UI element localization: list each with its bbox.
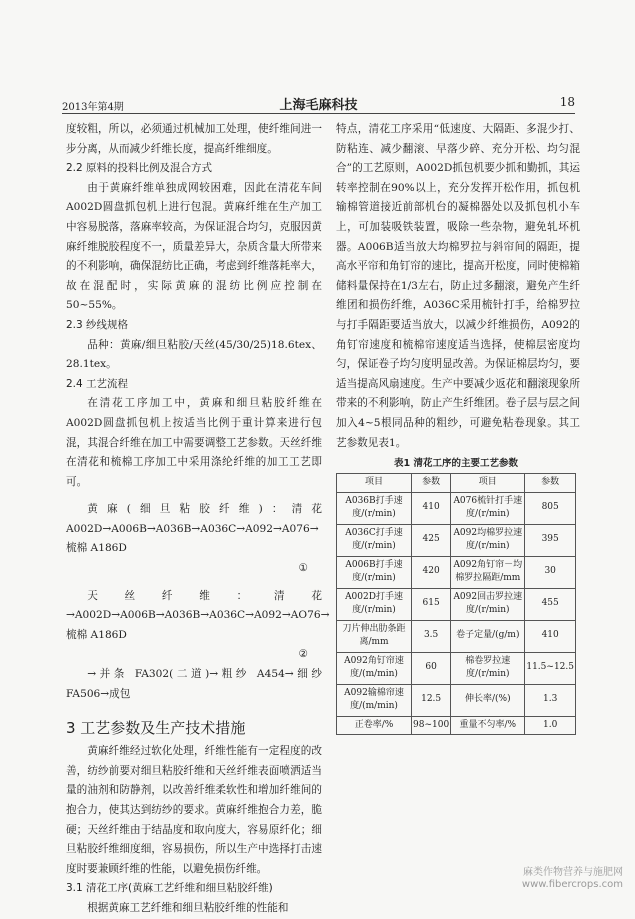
table-cell: 卷子定量/(g/m) xyxy=(451,620,525,652)
table-cell: A092均棉罗拉速度/(r/min) xyxy=(451,524,525,556)
table-cell: 正卷率/% xyxy=(337,716,412,735)
table-cell: 1.3 xyxy=(525,684,576,716)
table-cell: 伸长率/(%) xyxy=(451,684,525,716)
table-cell: 420 xyxy=(412,556,451,588)
table-header-cell: 项目 xyxy=(451,474,525,493)
flow-marker-1: ① xyxy=(298,562,308,575)
process-parameter-table xyxy=(336,455,576,735)
table-cell: 重量不匀率/% xyxy=(451,716,525,735)
table-header-cell: 项目 xyxy=(337,474,412,493)
paragraph: 度较粗，所以，必须通过机械加工处理，使纤维间进一步分离，从而减少纤维长度，提高纤维细度。 xyxy=(66,123,322,155)
table-cell: 60 xyxy=(412,652,451,684)
section-heading-3: 3 工艺参数及生产技术措施 xyxy=(66,719,246,738)
table-cell: 30 xyxy=(525,556,576,588)
table-header-cell: 参数 xyxy=(412,474,451,493)
table-cell: A092角钉帘－均棉罗拉隔距/mm xyxy=(451,556,525,588)
process-flow-line-3: →并条 FA302(二道)→粗纱 A454→细纱 FA506→成包 xyxy=(66,668,322,700)
table-cell: 425 xyxy=(412,524,451,556)
table-cell: 刀片伸出肋条距离/mm xyxy=(337,620,412,652)
table-header-cell: 参数 xyxy=(525,474,576,493)
table-cell: 1.0 xyxy=(525,716,576,735)
left-column xyxy=(66,120,330,919)
table-row xyxy=(337,588,576,620)
journal-title: 上海毛麻科技 xyxy=(279,98,358,113)
table-cell: 410 xyxy=(525,620,576,652)
table-cell: 98~100 xyxy=(412,716,451,735)
table-cell: 615 xyxy=(412,588,451,620)
table-row xyxy=(337,620,576,652)
process-flow xyxy=(66,500,330,704)
paragraph: 品种：黄麻/细旦粘胶/天丝(45/30/25)18.6tex、28.1tex。 xyxy=(66,338,322,371)
table-cell: 805 xyxy=(525,492,576,524)
table-row xyxy=(337,556,576,588)
table-cell: A036C打手速度/(r/min) xyxy=(337,524,412,556)
table-cell: A036B打手速度/(r/min) xyxy=(337,492,412,524)
table-row xyxy=(337,684,576,716)
table-cell: 395 xyxy=(525,524,576,556)
table-caption: 表1 清花工序的主要工艺参数 xyxy=(394,458,518,470)
section-heading-2-4: 2.4 工艺流程 xyxy=(66,377,129,390)
table-cell: A076梳针打手速度/(r/min) xyxy=(451,492,525,524)
table-cell: 12.5 xyxy=(412,684,451,716)
watermark-line-2: www.fibercrops.com xyxy=(521,879,623,890)
table-cell: 410 xyxy=(412,492,451,524)
section-heading-3-1: 3.1 清花工序(黄麻工艺纤维和细旦粘胶纤维) xyxy=(66,882,273,895)
table-row xyxy=(337,716,576,735)
watermark xyxy=(522,867,623,891)
table-cell: A002D打手速度/(r/min) xyxy=(337,588,412,620)
table-cell: A092回击罗拉速度/(r/min) xyxy=(451,588,525,620)
issue-label: 2013年第4期 xyxy=(62,102,124,113)
paragraph: 特点，清花工序采用“低速度、大隔距、多混少打、防粘连、减少翻滚、早落少碎、充分开松、均匀混合”的工艺原则，A002D抓包机要少抓和勤抓，其运转率控制在90%以上，充分发挥开松作用，抓包机输棉管道接近前部机台的凝棉器处以及抓包机小车上，可加装吸铁装置，吸除一些杂物，避免轧坏机器。A006B适当放大均棉罗拉与斜帘间的隔距，提高水平帘和角钉帘的速比，提高开松度，同时使棉箱储料量保持在1/3左右，防止过多翻滚，避免产生纤维团和损伤纤维，A036C采用梳针打手，给棉罗拉与打手隔距要适当放大，以减少纤维损伤，A092的角钉帘速度和梳棉帘速度适当选择，使棉层密度均匀，保证卷子均匀度明显改善。为保证棉层均匀，要适当提高风扇速度。生产中要减少返花和翻滚现象所带来的不利影响，防止产生纤维团。卷子层与层之间加入4~5根同品种的粗纱，可避免粘卷现象。其工艺参数见表1。 xyxy=(336,123,580,449)
table-row xyxy=(337,524,576,556)
paragraph: 由于黄麻纤维单独成网较困难，因此在清花车间A002D圆盘抓包机上进行包混。黄麻纤维在生产加工中容易脱落，落麻率较高，为保证混合均匀，克服因黄麻纤维脱胶程度不一，质量差异大，杂质含量大所带来的不利影响，确保混纺比正确，考虑到纤维落耗率大，故在混配时，实际黄麻的混纺比例应控制在50~55%。 xyxy=(66,181,322,312)
table-cell: A006B打手速度/(r/min) xyxy=(337,556,412,588)
process-flow-line-1: 黄麻(细旦粘胶纤维)：清花 A002D→A006B→A036B→A036C→A092→A076→梳棉 A186D xyxy=(66,503,322,555)
table-cell: 棉卷罗拉速度/(r/min) xyxy=(451,652,525,684)
paragraph: 黄麻纤维经过软化处理，纤维性能有一定程度的改善，纺纱前要对细旦粘胶纤维和天丝纤维表面喷洒适当量的油剂和防静剂，以改善纤维柔软性和增加纤维间的抱合力，使其达到纺纱的要求。黄麻纤维抱合力差，脆硬；天丝纤维由于结晶度和取向度大，容易原纤化；细旦粘胶纤维细度细，容易损伤，所以生产中选择打击速度时要兼顾纤维的性能，以避免损伤纤维。 xyxy=(66,745,322,875)
running-header xyxy=(62,92,575,114)
section-heading-2-2: 2.2 原料的投料比例及混合方式 xyxy=(66,162,213,175)
process-flow-line-2: 天丝纤维：清花→A002D→A006B→A036B→A036C→A092→AO76→梳棉 A186D xyxy=(66,589,330,641)
table-cell: 455 xyxy=(525,588,576,620)
flow-marker-2: ② xyxy=(298,648,308,661)
page-number: 18 xyxy=(559,95,575,109)
paragraph: 在清花工序加工中，黄麻和细旦粘胶纤维在A002D圆盘抓包机上按适当比例于重计算来进行包混，其混合纤维在加工中需要调整工艺参数。天丝纤维在清花和梳棉工序加工中采用涤纶纤维的加工工艺即可。 xyxy=(66,397,322,488)
section-heading-2-3: 2.3 纱线规格 xyxy=(66,318,129,331)
table-cell: A092输棉帘速度/(m/min) xyxy=(337,684,412,716)
paragraph: 根据黄麻工艺纤维和细旦粘胶纤维的性能和 xyxy=(87,901,289,914)
right-column xyxy=(336,120,580,735)
table-row xyxy=(337,492,576,524)
watermark-line-1: 麻类作物营养与施肥网 xyxy=(523,867,623,878)
table-cell: A092角钉帘速度/(m/min) xyxy=(337,652,412,684)
table-cell: 11.5~12.5 xyxy=(525,652,576,684)
table-cell: 3.5 xyxy=(412,620,451,652)
table-row xyxy=(337,652,576,684)
table-header-row xyxy=(337,474,576,493)
